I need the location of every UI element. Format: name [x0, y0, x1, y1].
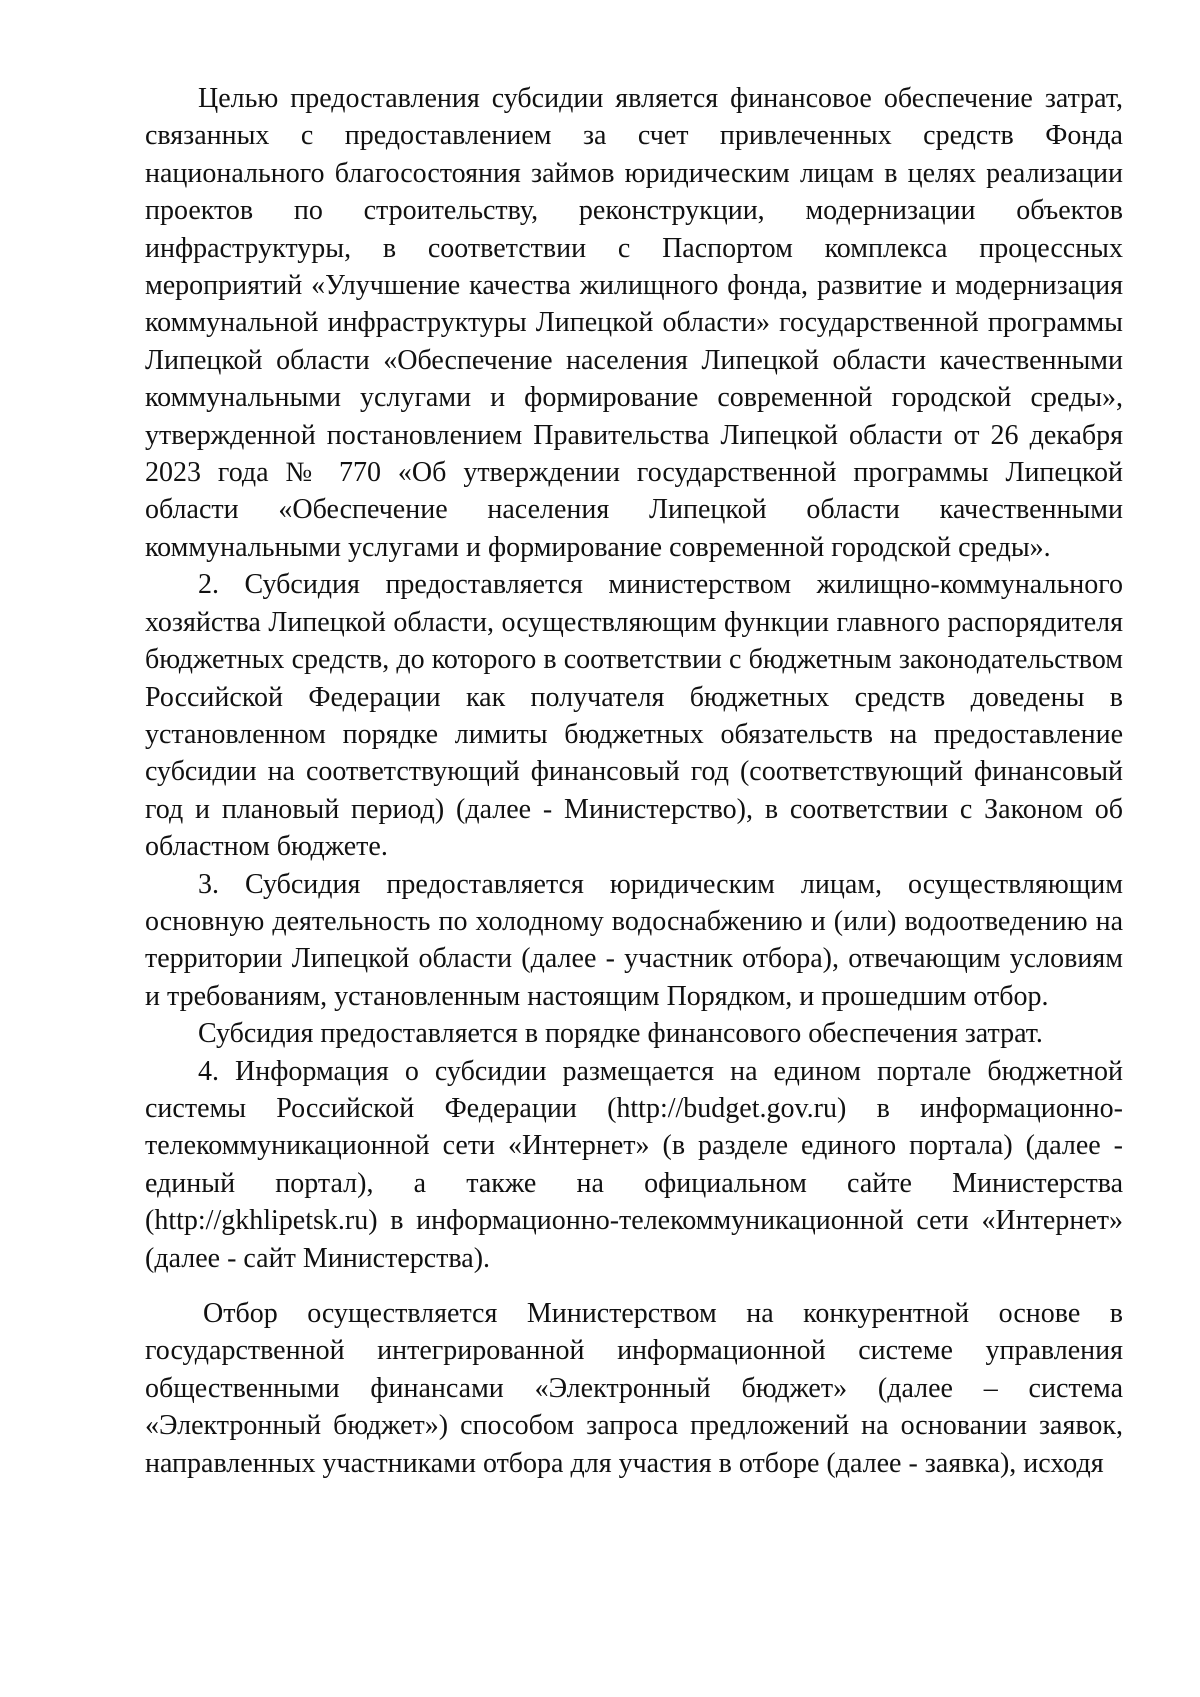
paragraph-3-recipients: 3. Субсидия предоставляется юридическим лицам, осуществляющим основную деятельность по холодному водоснабжению и (или) водоотведению на территории Липецкой области (далее - участник отбора), отвечающим условиям и требованиям, установленным настоящим Порядком, и прошедшим отбор.: [145, 868, 1123, 1012]
paragraph-selection: Отбор осуществляется Министерством на конкурентной основе в государственной интегрированной информационной системе управления общественными финансами «Электронный бюджет» (далее – система «Электронный бюджет») способом запроса предложений на основании заявок, направленных участниками отбора для участия в отборе (далее - заявка), исходя: [145, 1298, 1123, 1479]
paragraph-purpose: Целью предоставления субсидии является финансовое обеспечение затрат, связанных с предоставлением за счет привлеченных средств Фонда национального благосостояния займов юридическим лицам в целях реализации проектов по строительству, реконструкции, модернизации объектов инфраструктуры, в соответствии с Паспортом комплекса процессных мероприятий «Улучшение качества жилищного фонда, развитие и модернизация коммунальной инфраструктуры Липецкой области» государственной программы Липецкой области «Обеспечение населения Липецкой области качественными коммунальными услугами и формирование современной городской среды», утвержденной постановлением Правительства Липецкой области от 26 декабря 2023 года № 770 «Об утверждении государственной программы Липецкой области «Обеспечение населения Липецкой области качественными коммунальными услугами и формирование современной городской среды».: [145, 83, 1123, 563]
paragraph-financing-order: Субсидия предоставляется в порядке финансового обеспечения затрат.: [198, 1018, 1043, 1050]
paragraph-2-ministry: 2. Субсидия предоставляется министерством жилищно-коммунального хозяйства Липецкой области, осуществляющим функции главного распорядителя бюджетных средств, до которого в соответствии с бюджетным законодательством Российской Федерации как получателя бюджетных средств доведены в установленном порядке лимиты бюджетных обязательств на предоставление субсидии на соответствующий финансовый год (соответствующий финансовый год и плановый период) (далее - Министерство), в соответствии с Законом об областном бюджете.: [145, 569, 1123, 863]
document-body: [145, 80, 1123, 1482]
paragraph-4-information: 4. Информация о субсидии размещается на едином портале бюджетной системы Российской Федерации (http://budget.gov.ru) в информационно-телекоммуникационной сети «Интернет» (в разделе единого портала) (далее - единый портал), а также на официальном сайте Министерства (http://gkhlipetsk.ru) в информационно-телекоммуникационной сети «Интернет» (далее - сайт Министерства).: [145, 1055, 1123, 1274]
